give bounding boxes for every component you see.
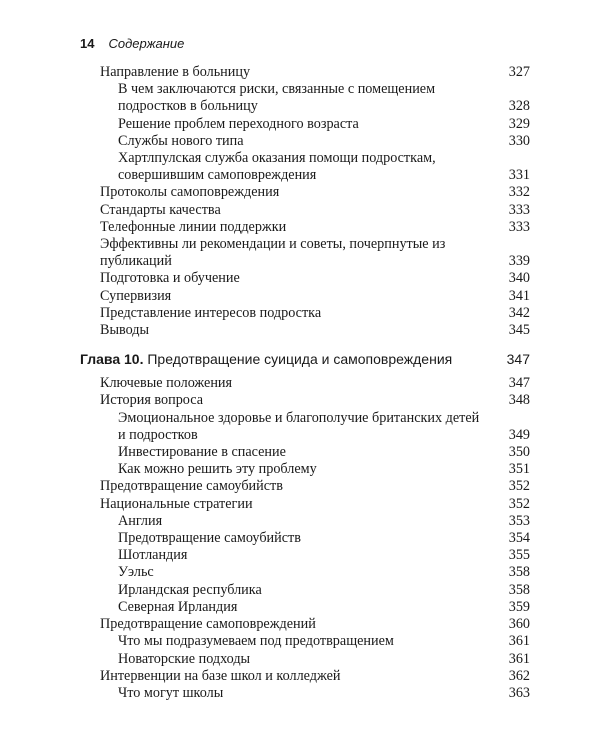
toc-entry: [100, 392, 530, 409]
page-number: 14: [80, 36, 95, 51]
toc-entry-text: Новаторские подходы: [118, 650, 251, 667]
toc-entry-text: История вопроса: [100, 392, 204, 409]
toc-page-number: 350: [508, 444, 530, 461]
toc-page-number: 331: [508, 167, 530, 184]
toc-entry-text: Службы нового типа: [118, 132, 244, 149]
toc-entry-text: Стандарты качества: [100, 201, 221, 218]
toc-page-number: 361: [508, 650, 530, 667]
toc-entry-title: [100, 530, 530, 547]
toc-entry-text: Интервенции на базе школ и колледжей: [100, 667, 341, 684]
toc-entry-text: Северная Ирландия: [118, 598, 238, 615]
toc-entry: [100, 599, 530, 616]
toc-entry-text: Шотландия: [118, 547, 188, 564]
toc-entry-title: [100, 651, 530, 668]
toc-entry-text: Подготовка и обучение: [100, 270, 240, 287]
toc-entry: [100, 184, 530, 201]
toc-page-number: 354: [508, 530, 530, 547]
toc-entry-title: [100, 236, 530, 270]
toc-entry-text: Предотвращение самоубийств: [100, 478, 283, 495]
toc-entry-text: Телефонные линии поддержки: [100, 218, 287, 235]
toc-entry-title: [100, 133, 530, 150]
toc-entry-text: Ключевые положения: [100, 375, 233, 392]
toc-entry-text: Что мы подразумеваем под предотвращением: [118, 633, 394, 650]
toc-entry-title: [100, 444, 530, 461]
toc-entry-title: [100, 668, 530, 685]
toc-page-number: 358: [508, 564, 530, 581]
toc-entry-title: [100, 564, 530, 581]
toc-entry-title: [100, 633, 530, 650]
toc-page-number: 339: [508, 253, 530, 270]
toc-entry-title: [100, 150, 530, 184]
toc-entry: [100, 64, 530, 81]
toc-entry-title: [100, 392, 530, 409]
toc-entry-text: Протоколы самоповреждения: [100, 184, 280, 201]
toc-entry-title: [100, 375, 530, 392]
toc-entry-text: Предотвращение самоубийств: [118, 530, 301, 547]
toc-entry-title: [100, 288, 530, 305]
toc-page-number: 363: [508, 684, 530, 701]
toc-entry-title: [80, 349, 530, 369]
toc-page-number: 341: [508, 287, 530, 304]
toc-page-number: 347: [508, 375, 530, 392]
toc-entry-text: Национальные стратегии: [100, 495, 253, 512]
toc-page-number: 328: [508, 98, 530, 115]
toc-entry: [100, 478, 530, 495]
toc-entry-title: [100, 305, 530, 322]
toc-entry: [100, 582, 530, 599]
toc-entry-text: Эмоциональное здоровье и благополучие британских детей и подростков: [118, 409, 480, 443]
toc-page-number: 329: [508, 115, 530, 132]
toc-entry-text: Супервизия: [100, 287, 172, 304]
toc-entry-text: Решение проблем переходного возраста: [118, 115, 359, 132]
toc-entry: [100, 288, 530, 305]
toc-entry: [100, 668, 530, 685]
toc-entry-title: [100, 410, 530, 444]
toc-entry-text: Хартлпулская служба оказания помощи подросткам, совершившим самоповреждения: [118, 150, 436, 184]
toc-entry-text: Что могут школы: [118, 684, 224, 701]
toc-entry: [100, 530, 530, 547]
toc-entry: [100, 410, 530, 444]
toc-entry: [100, 305, 530, 322]
toc-entry-text: Англия: [118, 512, 163, 529]
toc-entry-title: [100, 547, 530, 564]
toc-entry: [100, 202, 530, 219]
toc-entry: [100, 150, 530, 184]
toc-entry-title: [100, 64, 530, 81]
toc-entry-text: Инвестирование в спасение: [118, 444, 286, 461]
toc-entry-title: [100, 322, 530, 339]
toc-page-number: 333: [508, 218, 530, 235]
toc-entry-title: [100, 184, 530, 201]
toc-page-number: 327: [508, 64, 530, 80]
toc-page-number: 361: [508, 633, 530, 650]
toc-entry: [100, 375, 530, 392]
toc-page-number: 362: [508, 667, 530, 684]
toc-entry-title: [100, 496, 530, 513]
toc-page-number: 342: [508, 304, 530, 321]
toc-entry: [100, 633, 530, 650]
toc-entry-text: Выводы: [100, 322, 150, 339]
toc-entry: [100, 461, 530, 478]
toc-entry-title: [100, 270, 530, 287]
toc-entry-title: [100, 616, 530, 633]
toc-entry: [100, 616, 530, 633]
toc-entry: [100, 444, 530, 461]
toc-entry: [100, 236, 530, 270]
toc-page-number: 349: [508, 426, 530, 443]
toc-entry-title: [100, 478, 530, 495]
toc-page-number: 347: [506, 351, 530, 368]
toc-entry-text: Предотвращение самоповреждений: [100, 616, 316, 633]
toc-chapter-heading: [80, 349, 530, 369]
toc-entry: [100, 270, 530, 287]
toc-entry: [100, 496, 530, 513]
toc-page-number: 345: [508, 322, 530, 339]
chapter-label: Глава 10.: [80, 351, 144, 368]
toc-entry: [100, 564, 530, 581]
toc-entry-title: [100, 81, 530, 115]
toc-page-number: 340: [508, 270, 530, 287]
toc-entry-title: [100, 461, 530, 478]
toc-entry-text: В чем заключаются риски, связанные с помещением подростков в больницу: [118, 81, 436, 115]
toc-entry: [100, 219, 530, 236]
toc-entry-title: [100, 685, 530, 702]
toc-page-number: 358: [508, 581, 530, 598]
toc-entry-text: Уэльс: [118, 564, 154, 581]
toc-entry: [100, 322, 530, 339]
toc-entry-title: [100, 219, 530, 236]
toc-entry-title: [100, 582, 530, 599]
toc-entry-text: Представление интересов подростка: [100, 304, 322, 321]
toc-entry: [100, 685, 530, 702]
toc-entry-text: Направление в больницу: [100, 64, 251, 80]
toc-page-number: 352: [508, 495, 530, 512]
toc-page-number: 353: [508, 512, 530, 529]
toc-page-number: 351: [508, 461, 530, 478]
toc-page-number: 330: [508, 132, 530, 149]
running-title: Содержание: [108, 36, 185, 51]
toc-page-number: 360: [508, 616, 530, 633]
toc-entry-text: Как можно решить эту проблему: [118, 461, 317, 478]
toc-page-number: 348: [508, 392, 530, 409]
toc-entry-text: Эффективны ли рекомендации и советы, почерпнутые из публикаций: [100, 236, 446, 270]
toc-entry: [100, 547, 530, 564]
table-of-contents: [80, 64, 530, 702]
toc-page-number: 359: [508, 598, 530, 615]
toc-entry-title: [100, 202, 530, 219]
toc-entry-text: Предотвращение суицида и самоповреждения: [143, 351, 453, 368]
toc-entry-text: Ирландская республика: [118, 581, 262, 598]
toc-page-number: 333: [508, 201, 530, 218]
toc-entry-title: [100, 116, 530, 133]
toc-entry: [100, 116, 530, 133]
toc-page-number: 352: [508, 478, 530, 495]
toc-entry-title: [100, 513, 530, 530]
toc-entry: [100, 81, 530, 115]
toc-page-number: 355: [508, 547, 530, 564]
toc-entry: [100, 651, 530, 668]
running-header: [80, 36, 184, 51]
toc-entry-title: [100, 599, 530, 616]
toc-page-number: 332: [508, 184, 530, 201]
toc-entry: [100, 133, 530, 150]
toc-entry: [100, 513, 530, 530]
